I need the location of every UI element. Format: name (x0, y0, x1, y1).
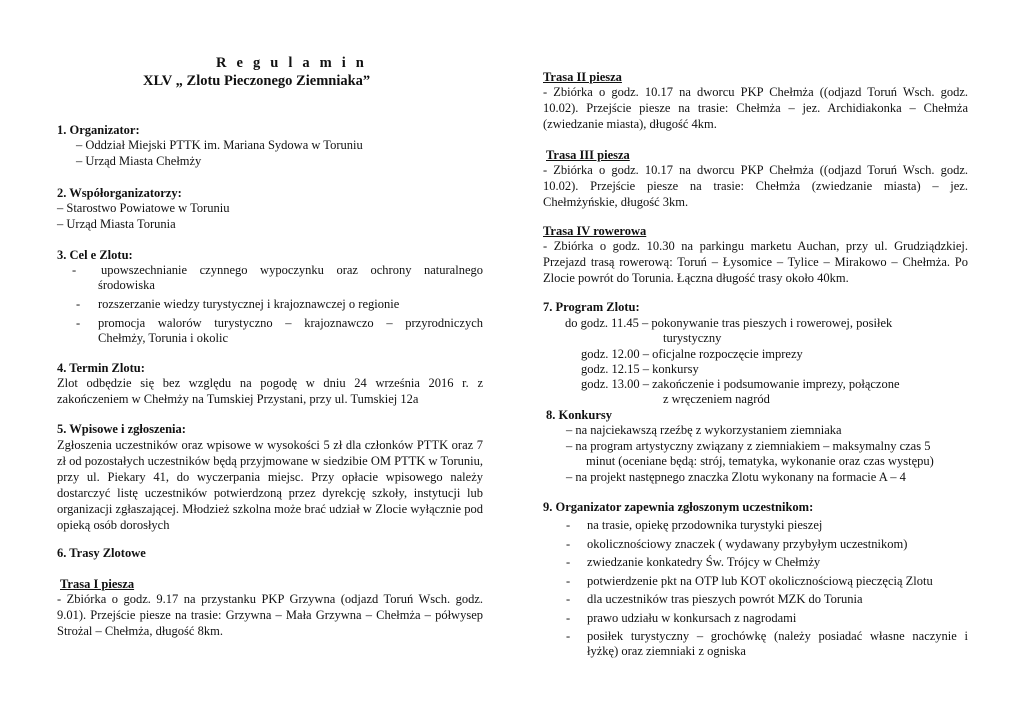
section-2-heading: 2. Współorganizatorzy: (57, 186, 182, 200)
program-line: godz. 12.00 – oficjalne rozpoczęcie imprezy (581, 347, 803, 361)
list-item: – na projekt następnego znaczka Zlotu wykonany na formacie A – 4 (566, 470, 906, 484)
route-2-text: - Zbiórka o godz. 10.17 na dworcu PKP Chełmża ((odjazd Toruń Wsch. godz. 10.02). Przejście piesze na trasie: Chełmża – jez. Archidiakonka – Chełmża (zwiedzanie miasta), długość 4km. (543, 85, 968, 131)
list-item: promocja walorów turystyczno – krajoznawczo – przyrodniczych (98, 316, 483, 330)
list-item: – na program artystyczny związany z ziemniakiem – maksymalny czas 5 (566, 439, 931, 453)
program-line: godz. 13.00 – zakończenie i podsumowanie imprezy, połączone (581, 377, 900, 391)
paragraph-line: Zlot odbędzie się bez względu na pogodę w dniu 24 września 2016 r. z (57, 376, 483, 390)
route-3-heading: Trasa III piesza (546, 148, 630, 162)
list-item: posiłek turystyczny – grochówkę (należy posiadać własne naczynie i (587, 629, 968, 643)
paragraph-line: zakończeniem w Chełmży na Tumskiej Przystani, przy ul. Tumskiej 12a (57, 392, 419, 406)
list-item: – na najciekawszą rzeźbę z wykorzystaniem ziemniaka (566, 423, 842, 437)
list-dash: - (566, 574, 571, 588)
list-item-cont: Chełmży, Torunia i okolic (98, 331, 229, 345)
list-item: rozszerzanie wiedzy turystycznej i krajoznawczej o regionie (98, 297, 400, 311)
list-item: – Urząd Miasta Torunia (57, 217, 176, 231)
list-item: na trasie, opiekę przodownika turystyki pieszej (587, 518, 823, 532)
program-line: do godz. 11.45 – pokonywanie tras pieszych i rowerowej, posiłek (565, 316, 893, 330)
program-line: z wręczeniem nagród (663, 392, 770, 406)
section-9-heading: 9. Organizator zapewnia zgłoszonym uczestnikom: (543, 500, 814, 514)
list-item: – Starostwo Powiatowe w Toruniu (57, 201, 230, 215)
route-1-heading: Trasa I piesza (60, 577, 135, 591)
section-7-heading: 7. Program Zlotu: (543, 300, 640, 314)
list-item: potwierdzenie pkt na OTP lub KOT okolicznościową pieczęcią Zlotu (587, 574, 933, 588)
section-4-heading: 4. Termin Zlotu: (57, 361, 145, 375)
section-5-heading: 5. Wpisowe i zgłoszenia: (57, 422, 186, 436)
list-item: zwiedzanie konkatedry Św. Trójcy w Chełmży (587, 555, 821, 569)
list-item: prawo udziału w konkursach z nagrodami (587, 611, 797, 625)
list-dash: - (566, 611, 571, 625)
list-item: – Oddział Miejski PTTK im. Mariana Sydowa w Toruniu (76, 138, 363, 152)
route-3-text: - Zbiórka o godz. 10.17 na dworcu PKP Chełmża ((odjazd Toruń Wsch. godz. 10.02). Przejście piesze na trasie: Chełmża (zwiedzanie miasta) – jez. Chełmżyńskie, długość 3km. (543, 163, 968, 209)
section-5-text: Zgłoszenia uczestników oraz wpisowe w wysokości 5 zł dla członków PTTK oraz 7 zł od pozostałych uczestników będą przyjmowane w siedzibie OM PTTK w Toruniu, przy ul. Piekary 41, do wyczerpania miejsc. Przy opłacie wpisowego należy dostarczyć listę uczestników potwierdzoną przez dyrekcję szkoły, instytucji lub organizacji zgłaszającej. Młodzież szkolna może brać udział w Zlocie wyłącznie pod opieką osób dorosłych (57, 438, 483, 532)
list-item: okolicznościowy znaczek ( wydawany przybyłym uczestnikom) (587, 537, 908, 551)
list-item-cont: łyżkę) oraz ziemniaki z ogniska (587, 644, 746, 658)
list-dash: - (566, 555, 571, 569)
list-dash: - (566, 518, 571, 532)
list-dash: - (566, 592, 571, 606)
route-2-heading: Trasa II piesza (543, 70, 622, 84)
route-1-text: - Zbiórka o godz. 9.17 na przystanku PKP Grzywna (odjazd Toruń Wsch. godz. 9.01). Przejście piesze na trasie: Grzywna – Mała Grzywna – Chełmża – półwysep Strożal – Chełmża, długość 8km. (57, 592, 483, 638)
list-item-cont: środowiska (98, 278, 155, 292)
list-item: dla uczestników tras pieszych powrót MZK do Torunia (587, 592, 863, 606)
section-3-heading: 3. Cel e Zlotu: (57, 248, 133, 262)
route-4-heading: Trasa IV rowerowa (543, 224, 647, 238)
list-item-cont: minut (oceniane będą: strój, tematyka, wykonanie oraz czas występu) (586, 454, 934, 468)
list-dash: - (76, 297, 81, 311)
program-line: godz. 12.15 – konkursy (581, 362, 699, 376)
document-title: R e g u l a m i n (216, 55, 368, 71)
list-dash: - (566, 629, 571, 643)
list-item: upowszechnianie czynnego wypoczynku oraz ochrony naturalnego (101, 263, 483, 277)
list-dash: - (72, 263, 77, 277)
list-item: – Urząd Miasta Chełmży (76, 154, 202, 168)
section-6-heading: 6. Trasy Zlotowe (57, 546, 146, 560)
list-dash: - (76, 316, 81, 330)
section-8-heading: 8. Konkursy (546, 408, 612, 422)
program-line: turystyczny (663, 331, 722, 345)
list-dash: - (566, 537, 571, 551)
route-4-text: - Zbiórka o godz. 10.30 na parkingu marketu Auchan, przy ul. Grudziądzkiej. Przejazd trasą rowerową: Toruń – Łysomice – Tylice – Mirakowo – Chełmża. Po Zlocie powrót do Torunia. Łączna długość trasy około 40km. (543, 239, 968, 285)
document-subtitle: XLV „ Zlotu Pieczonego Ziemniaka” (143, 73, 371, 89)
section-1-heading: 1. Organizator: (57, 123, 140, 137)
